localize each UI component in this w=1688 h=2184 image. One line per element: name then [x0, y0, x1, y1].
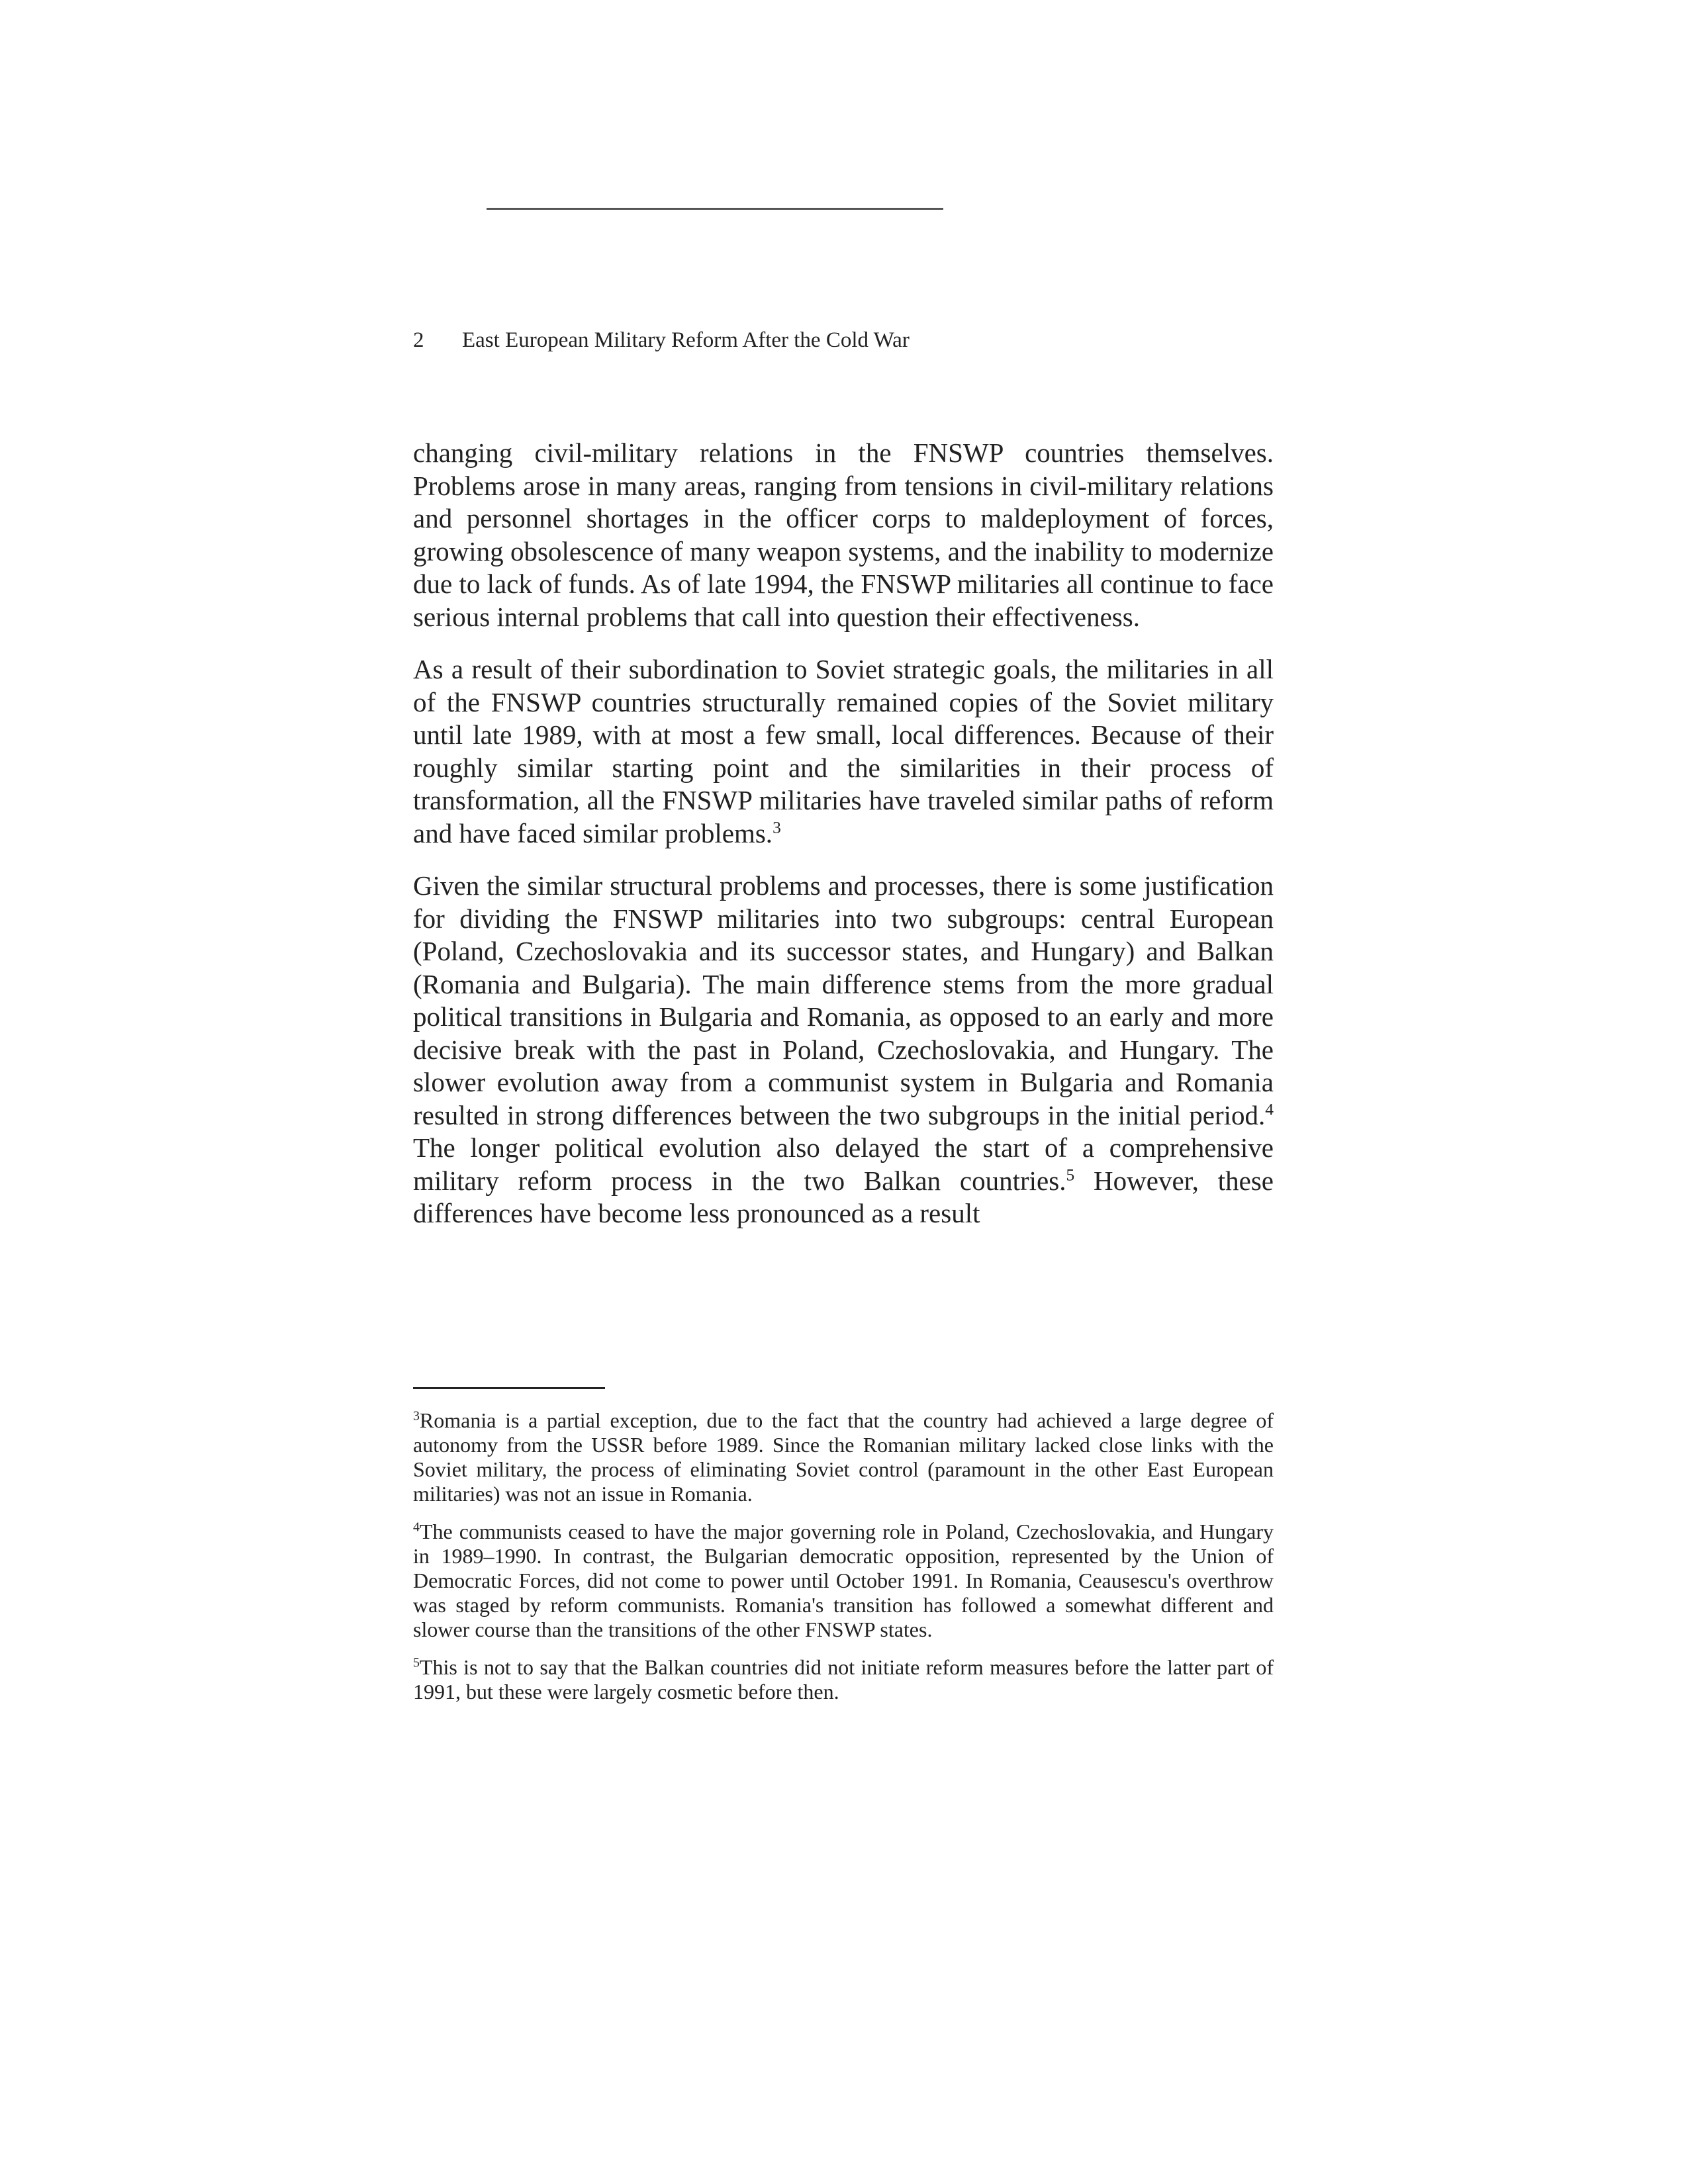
body-text — [413, 437, 1274, 1250]
footnote-5-number: 5 — [413, 1655, 420, 1670]
footnote-separator — [413, 1387, 605, 1389]
footnote-3-text: Romania is a partial exception, due to the fact that the country had achieved a large degree of autonomy from the USSR before 1989. Since the Romanian military lacked close links with the Soviet military, the process of eliminating Soviet control (paramount in the other East European militaries) was not an issue in Romania. — [413, 1408, 1274, 1506]
footnote-5-text: This is not to say that the Balkan countries did not initiate reform measures before the latter part of 1991, but these were largely cosmetic before then. — [413, 1655, 1274, 1704]
footnote-4 — [413, 1520, 1274, 1642]
footnote-4-text: The communists ceased to have the major governing role in Poland, Czechoslovakia, and Hungary in 1989–1990. In contrast, the Bulgarian democratic opposition, represented by the Union of Democratic Forces, did not come to power until October 1991. In Romania, Ceausescu's overthrow was staged by reform communists. Romania's transition has followed a somewhat different and slower course than the transitions of the other FNSWP states. — [413, 1520, 1274, 1641]
paragraph-3-text-b: The longer political evolution also delayed the start of a comprehensive military reform process in the two Balkan countries. — [413, 1132, 1274, 1196]
running-header — [413, 327, 1274, 353]
paragraph-1-text: changing civil-military relations in the FNSWP countries themselves. Problems arose in many areas, ranging from tensions in civil-military relations and personnel shortages in the officer corps to maldeployment of forces, growing obsolescence of many weapon systems, and the inability to modernize due to lack of funds. As of late 1994, the FNSWP militaries all continue to face serious internal problems that call into question their effectiveness. — [413, 437, 1274, 632]
page-number: 2 — [413, 328, 424, 352]
paragraph-2 — [413, 653, 1274, 850]
footnote-ref-3: 3 — [773, 817, 781, 837]
footnote-5 — [413, 1655, 1274, 1704]
paragraph-3-text-c: However, these differences have become less pronounced as a result — [413, 1165, 1274, 1228]
running-title: East European Military Reform After the Cold War — [462, 328, 910, 352]
footnote-ref-4: 4 — [1265, 1099, 1274, 1118]
paragraph-1 — [413, 437, 1274, 633]
paragraph-3-text-a: Given the similar structural problems and processes, there is some justification for dividing the FNSWP militaries into two subgroups: central European (Poland, Czechoslovakia and its successor states, and Hungary) and Balkan (Romania and Bulgaria). The main difference stems from the more gradual political transitions in Bulgaria and Romania, as opposed to an early and more decisive break with the past in Poland, Czechoslovakia, and Hungary. The slower evolution away from a communist system in Bulgaria and Romania resulted in strong differences between the two subgroups in the initial period. — [413, 870, 1274, 1130]
footnote-4-number: 4 — [413, 1520, 420, 1535]
footnote-ref-5: 5 — [1066, 1165, 1075, 1184]
footnotes — [413, 1408, 1274, 1717]
paragraph-3 — [413, 870, 1274, 1230]
scan-artifact-line — [487, 208, 943, 210]
footnote-3-number: 3 — [413, 1408, 420, 1424]
paragraph-2-text: As a result of their subordination to Soviet strategic goals, the militaries in all of the FNSWP countries structurally remained copies of the Soviet military until late 1989, with at most a few small, local differences. Because of their roughly similar starting point and the similarities in their process of transformation, all the FNSWP militaries have traveled similar paths of reform and have faced similar problems. — [413, 654, 1274, 848]
footnote-3 — [413, 1408, 1274, 1506]
